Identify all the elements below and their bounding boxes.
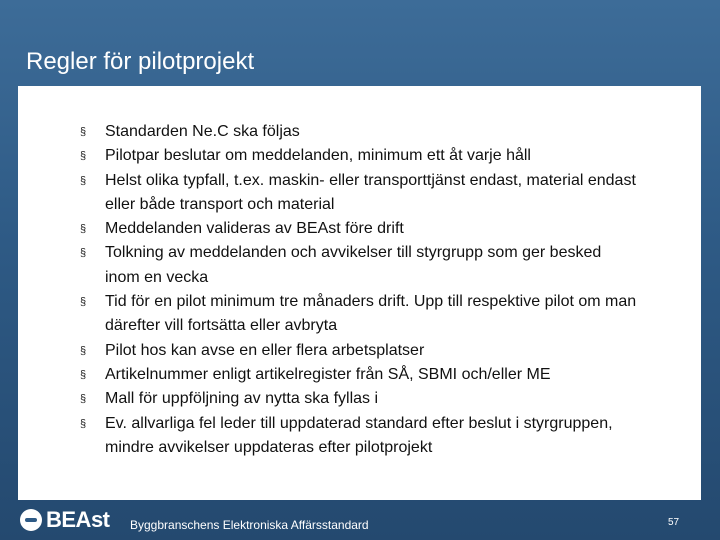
footer-tagline: Byggbranschens Elektroniska Affärsstandard — [130, 518, 369, 532]
bullet-marker: § — [80, 344, 87, 357]
bullet-marker: § — [80, 247, 87, 260]
content-panel — [18, 86, 701, 500]
bullet-text: Pilot hos kan avse en eller flera arbetsplatser — [105, 341, 425, 359]
bullet-text: Ev. allvarliga fel leder till uppdaterad standard efter beslut i styrgruppen, mindre avvikelser uppdateras efter pilotprojekt — [105, 414, 613, 456]
bullet-item — [80, 363, 640, 387]
bullet-text: Artikelnummer enligt artikelregister från SÅ, SBMI och/eller ME — [105, 365, 551, 383]
bullet-item — [80, 241, 640, 290]
bullet-item — [80, 217, 640, 241]
bullet-text: Tid för en pilot minimum tre månaders drift. Upp till respektive pilot om man därefter vill fortsätta eller avbryta — [105, 293, 637, 335]
bullet-item — [80, 412, 640, 461]
bullet-marker: § — [80, 417, 87, 430]
bullet-marker: § — [80, 174, 87, 187]
bullet-marker: § — [80, 393, 87, 406]
bullet-item — [80, 144, 640, 168]
bullet-item — [80, 120, 640, 144]
bullet-text: Standarden Ne.C ska följas — [105, 123, 300, 140]
beast-logo — [20, 504, 110, 536]
bullet-text: Pilotpar beslutar om meddelanden, minimum ett åt varje håll — [105, 147, 531, 165]
bullet-text: Tolkning av meddelanden och avvikelser till styrgrupp som ger besked inom en vecka — [105, 244, 602, 286]
bullet-item — [80, 387, 640, 411]
slide-title: Regler för pilotprojekt — [26, 48, 255, 75]
bullet-marker: § — [80, 368, 87, 381]
bullet-marker: § — [80, 223, 87, 236]
bullet-marker: § — [80, 150, 87, 163]
page-number: 57 — [668, 517, 680, 528]
bullet-marker: § — [80, 126, 87, 138]
bullet-item — [80, 290, 640, 339]
bullet-item — [80, 339, 640, 363]
bullet-text: Mall för uppföljning av nytta ska fyllas i — [105, 390, 379, 408]
bullet-item — [80, 169, 640, 218]
beast-logo-icon — [20, 509, 42, 531]
bullet-text: Meddelanden valideras av BEAst före drift — [105, 220, 404, 238]
bullet-text: Helst olika typfall, t.ex. maskin- eller transporttjänst endast, material endast eller både transport och material — [105, 171, 636, 213]
bullet-list — [80, 120, 640, 460]
logo-text: BEAst — [46, 507, 110, 532]
bullet-marker: § — [80, 296, 87, 309]
